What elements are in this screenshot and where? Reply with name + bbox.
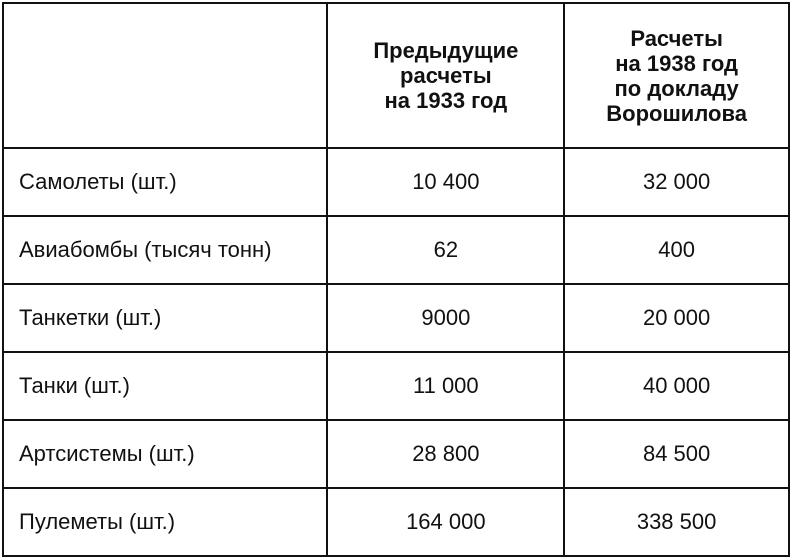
value-1933: 10 400 bbox=[327, 148, 564, 216]
table-row bbox=[3, 148, 789, 216]
value-1933: 28 800 bbox=[327, 420, 564, 488]
table-row bbox=[3, 352, 789, 420]
table-row bbox=[3, 420, 789, 488]
row-label: Танкетки (шт.) bbox=[3, 284, 327, 352]
row-label: Пулеметы (шт.) bbox=[3, 488, 327, 556]
row-label: Танки (шт.) bbox=[3, 352, 327, 420]
armament-table bbox=[2, 2, 790, 557]
header-row bbox=[3, 3, 789, 148]
value-1933: 9000 bbox=[327, 284, 564, 352]
row-label: Авиабомбы (тысяч тонн) bbox=[3, 216, 327, 284]
header-1938-text: Расчеты на 1938 год по докладу Ворошилова bbox=[606, 25, 747, 126]
row-label: Артсистемы (шт.) bbox=[3, 420, 327, 488]
value-1938: 84 500 bbox=[564, 420, 789, 488]
value-1933: 62 bbox=[327, 216, 564, 284]
value-1933: 164 000 bbox=[327, 488, 564, 556]
value-1938: 20 000 bbox=[564, 284, 789, 352]
value-1938: 40 000 bbox=[564, 352, 789, 420]
value-1933: 11 000 bbox=[327, 352, 564, 420]
header-1938-estimates bbox=[564, 3, 789, 148]
table-row bbox=[3, 284, 789, 352]
header-corner-cell bbox=[3, 3, 327, 148]
table-row bbox=[3, 216, 789, 284]
value-1938: 400 bbox=[564, 216, 789, 284]
table-row bbox=[3, 488, 789, 556]
value-1938: 338 500 bbox=[564, 488, 789, 556]
header-1933-estimates bbox=[327, 3, 564, 148]
header-1933-text: Предыдущие расчеты на 1933 год bbox=[373, 38, 519, 113]
value-1938: 32 000 bbox=[564, 148, 789, 216]
row-label: Самолеты (шт.) bbox=[3, 148, 327, 216]
